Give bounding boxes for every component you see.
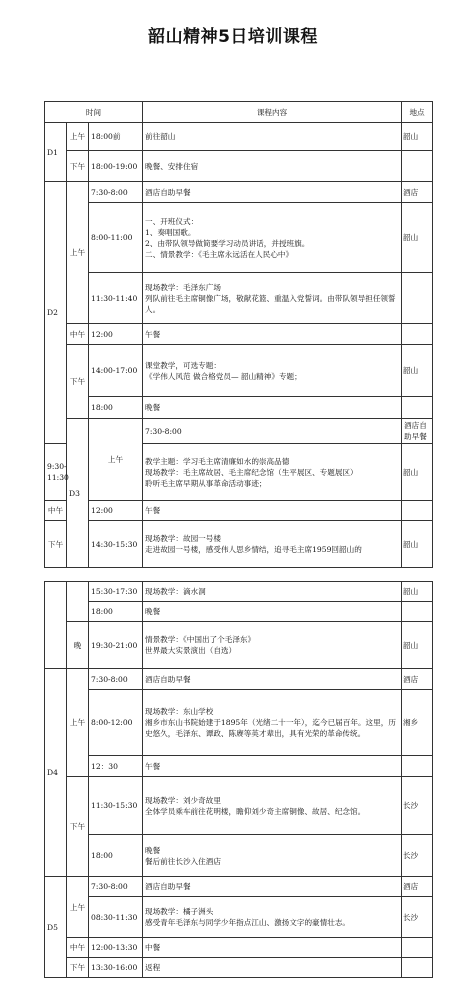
place-cell: 长沙 — [402, 897, 433, 938]
table-row — [45, 582, 433, 602]
table-header-row — [45, 102, 433, 123]
time-cell: 18:00前 — [89, 123, 143, 151]
day-label: D5 — [45, 877, 67, 978]
content-line: 现场教学：故园一号楼 — [145, 534, 221, 543]
period-label: 下午 — [67, 151, 89, 182]
place-cell: 长沙 — [402, 777, 433, 835]
time-cell: 08:30-11:30 — [89, 897, 143, 938]
place-cell: 韶山 — [402, 345, 433, 397]
place-cell — [402, 273, 433, 324]
day-label: D1 — [45, 123, 67, 182]
page-title: 韶山精神5日培训课程 — [148, 27, 318, 47]
content-line: 酒店自助早餐 — [145, 674, 191, 684]
content-line: 晚餐 — [145, 403, 161, 412]
table-row — [45, 501, 433, 521]
content-cell — [143, 182, 402, 203]
content-line: 现场教学：滴水洞 — [145, 587, 206, 596]
content-line: 聆听毛主席早期从事革命活动事迹； — [145, 478, 267, 488]
table-row — [45, 203, 433, 273]
content-line: 二、情景教学：《毛主席永远活在人民心中》 — [145, 249, 294, 259]
content-line: 现场教学：刘少奇故里 — [145, 795, 221, 805]
period-label: 上午 — [67, 123, 89, 151]
time-cell: 14:30-15:30 — [89, 521, 143, 568]
content-line: 1、奏唱国歌。 — [145, 227, 196, 237]
time-cell: 12:00-13:30 — [89, 938, 143, 958]
schedule-table-part-2 — [44, 581, 433, 978]
period-label: 中午 — [67, 938, 89, 958]
time-cell: 8:00-12:00 — [89, 690, 143, 756]
period-label: 下午 — [67, 958, 89, 978]
table-row — [45, 777, 433, 835]
time-cell: 18:00 — [89, 602, 143, 622]
place-cell: 酒店 — [402, 669, 433, 690]
time-cell: 9:30-11:30 — [45, 444, 67, 501]
day-label: D3 — [67, 419, 89, 568]
time-cell: 7:30-8:00 — [89, 669, 143, 690]
table-row — [45, 182, 433, 203]
table-row — [45, 835, 433, 877]
content-line: 返程 — [145, 963, 161, 972]
time-cell: 11:30-11:40 — [89, 273, 143, 324]
place-cell: 酒店 — [402, 182, 433, 203]
period-label: 下午 — [45, 521, 67, 568]
place-cell: 韶山 — [402, 123, 433, 151]
content-cell — [143, 501, 402, 521]
header-content: 课程内容 — [143, 102, 402, 123]
time-cell: 7:30-8:00 — [89, 182, 143, 203]
content-cell — [143, 690, 402, 756]
content-cell — [143, 273, 402, 324]
content-cell — [402, 419, 433, 444]
place-cell — [402, 756, 433, 777]
content-line: 现场教学：毛主席故居、毛主席纪念馆（生平展区、专题展区） — [145, 467, 358, 477]
period-label: 上午 — [67, 182, 89, 324]
place-cell — [402, 324, 433, 345]
place-cell — [402, 501, 433, 521]
content-line: 午餐 — [145, 761, 161, 771]
period-label: 上午 — [67, 877, 89, 938]
content-line: 情景教学：《中国出了个毛泽东》 — [145, 635, 256, 644]
content-line: 2、由带队领导做简要学习动员讲话，并授班旗。 — [145, 238, 310, 248]
period-label: 下午 — [67, 345, 89, 419]
time-cell: 13:30-16:00 — [89, 958, 143, 978]
place-cell — [402, 151, 433, 182]
time-cell: 7:30-8:00 — [89, 877, 143, 897]
period-label: 中午 — [67, 324, 89, 345]
content-cell — [143, 521, 402, 568]
content-cell — [143, 582, 402, 602]
content-line: 感受青年毛泽东与同学少年指点江山、激扬文字的豪情壮志。 — [145, 918, 351, 927]
table-row — [45, 622, 433, 669]
content-cell — [143, 835, 402, 877]
content-line: 现场教学：东山学校 — [145, 707, 214, 716]
content-cell — [143, 123, 402, 151]
table-row — [45, 602, 433, 622]
content-cell — [143, 897, 402, 938]
time-cell: 7:30-8:00 — [143, 419, 402, 444]
time-cell: 12：30 — [89, 756, 143, 777]
table-row — [45, 669, 433, 690]
content-line: 现场教学：橘子洲头 — [145, 907, 214, 916]
time-cell: 8:00-11:00 — [89, 203, 143, 273]
content-line: 现场教学：毛泽东广场 — [145, 282, 221, 292]
time-cell: 12:00 — [89, 324, 143, 345]
table-row — [45, 938, 433, 958]
time-cell: 11:30-15:30 — [89, 777, 143, 835]
content-cell — [143, 444, 402, 501]
content-cell — [143, 958, 402, 978]
time-cell: 18:00-19:00 — [89, 151, 143, 182]
content-cell — [143, 938, 402, 958]
place-cell: 韶山 — [402, 444, 433, 501]
table-row — [45, 345, 433, 397]
header-place: 地点 — [402, 102, 433, 123]
place-cell: 长沙 — [402, 835, 433, 877]
place-cell — [402, 602, 433, 622]
table-row — [45, 123, 433, 151]
place-cell: 韶山 — [402, 521, 433, 568]
time-cell: 19:30-21:00 — [89, 622, 143, 669]
table-row — [45, 419, 433, 444]
content-line: 一、开班仪式： — [145, 216, 199, 226]
time-cell: 15:30-17:30 — [89, 582, 143, 602]
content-line: 晚餐 — [145, 845, 161, 855]
content-line: 全体学员乘车前往花明楼，瞻仰刘少奇主席铜像、故居、纪念馆。 — [145, 806, 366, 816]
content-line: 世界最大实景演出（自选） — [145, 646, 237, 655]
period-label: 上午 — [89, 419, 143, 501]
content-line: 教学主题：学习毛主席清廉如水的崇高品德 — [145, 456, 290, 466]
content-cell — [143, 397, 402, 419]
place-cell: 韶山 — [402, 582, 433, 602]
content-line: 前往韶山 — [145, 132, 176, 141]
content-line: 午餐 — [145, 506, 161, 515]
header-time: 时间 — [45, 102, 143, 123]
content-line: 餐后前往长沙入住酒店 — [145, 856, 221, 866]
content-line: 中餐 — [145, 943, 161, 952]
place-cell — [402, 938, 433, 958]
content-line: 走进故园一号楼，感受伟人思乡情结，追寻毛主席1959回韶山的 — [145, 545, 362, 554]
time-cell: 14:00-17:00 — [89, 345, 143, 397]
content-line: 湘乡市东山书院始建于1895年（光绪二十一年），迄今已届百年。这里，历史悠久，毛泽东、谭政、陈赓等英才辈出，具有光荣的革命传统。 — [145, 718, 396, 738]
content-line: 晚餐、安排住宿 — [145, 161, 199, 171]
table-row — [45, 151, 433, 182]
place-cell: 酒店 — [402, 877, 433, 897]
content-cell — [143, 877, 402, 897]
content-line: 酒店自助早餐 — [145, 187, 191, 197]
content-cell — [143, 203, 402, 273]
content-line: 午餐 — [145, 329, 161, 339]
content-cell — [143, 756, 402, 777]
day-label: D4 — [45, 669, 67, 877]
table-row — [45, 756, 433, 777]
content-line: 晚餐 — [145, 607, 161, 616]
content-cell — [143, 777, 402, 835]
content-line: 《学伟人风范 做合格党员— 韶山精神》专题； — [145, 371, 302, 381]
place-cell — [402, 397, 433, 419]
table-row — [45, 521, 433, 568]
period-label: 上午 — [67, 669, 89, 777]
day-label: D2 — [45, 182, 67, 444]
period-label: 下午 — [67, 777, 89, 877]
content-line: 酒店自助早餐 — [404, 421, 427, 441]
table-row — [45, 877, 433, 897]
place-cell — [402, 958, 433, 978]
table-row — [45, 897, 433, 938]
content-cell — [143, 324, 402, 345]
content-cell — [143, 622, 402, 669]
table-row — [45, 958, 433, 978]
place-cell: 韶山 — [402, 203, 433, 273]
day-label — [45, 582, 67, 669]
table-row — [45, 273, 433, 324]
content-cell — [143, 151, 402, 182]
content-cell — [143, 345, 402, 397]
period-label — [67, 582, 89, 622]
schedule-table-part-1 — [44, 101, 433, 568]
content-line: 课堂教学，可选专题： — [145, 360, 221, 370]
time-cell: 12:00 — [89, 501, 143, 521]
period-label: 晚 — [67, 622, 89, 669]
content-line: 列队前往毛主席铜像广场，敬献花篮、重温入党誓词。由带队领导担任领誓人。 — [145, 293, 396, 314]
table-row — [45, 397, 433, 419]
time-cell: 18:00 — [89, 835, 143, 877]
time-cell: 18:00 — [89, 397, 143, 419]
content-cell — [143, 669, 402, 690]
place-cell: 湘乡 — [402, 690, 433, 756]
place-cell: 韶山 — [402, 622, 433, 669]
period-label: 中午 — [45, 501, 67, 521]
content-line: 酒店自助早餐 — [145, 882, 191, 891]
table-row — [45, 690, 433, 756]
content-cell — [143, 602, 402, 622]
table-row — [45, 324, 433, 345]
